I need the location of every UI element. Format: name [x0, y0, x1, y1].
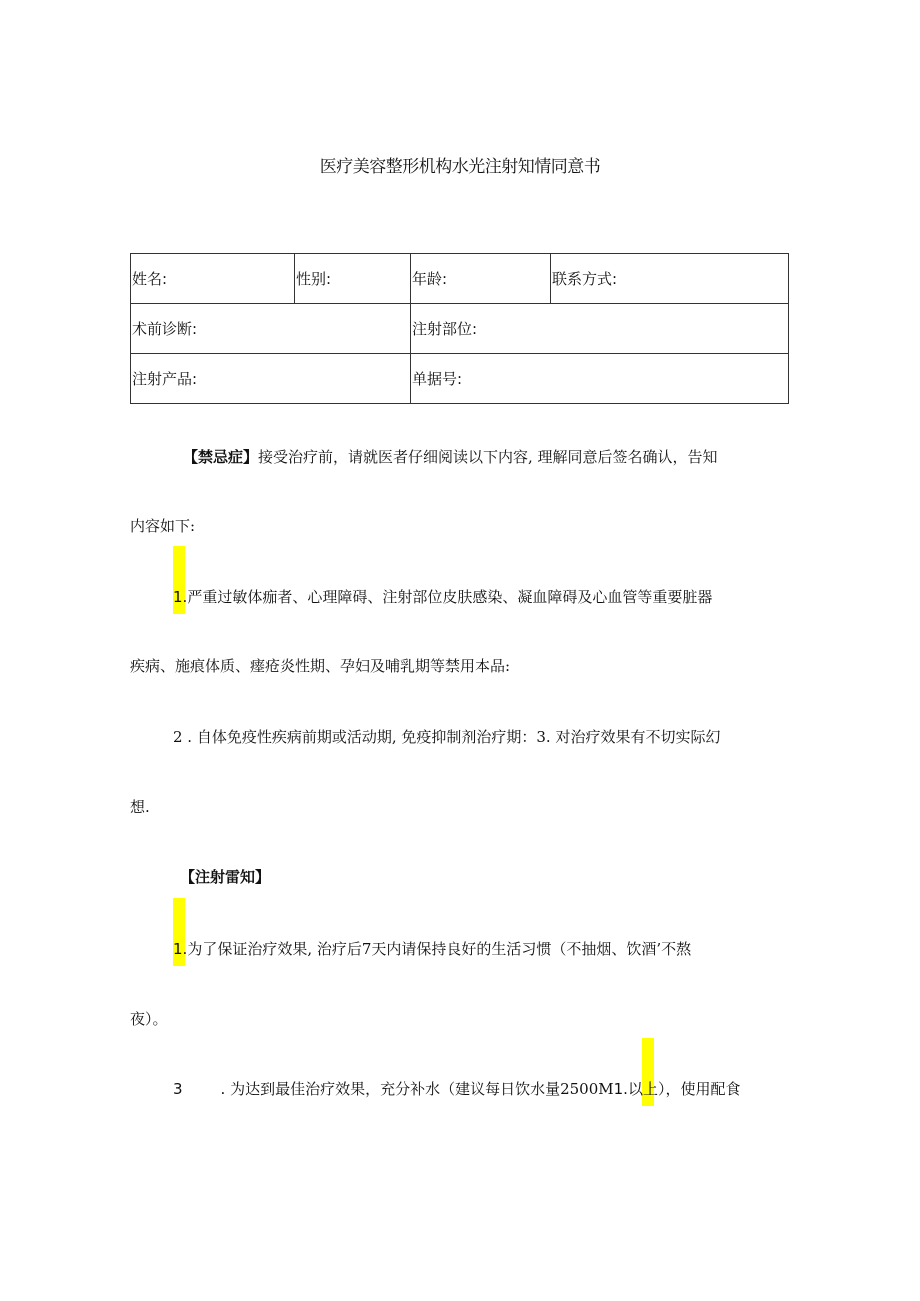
receipt-cell	[411, 354, 789, 404]
document-title: 医疗美容整形机构水光注射知情同意书	[319, 157, 601, 177]
contraindication-item-1-cont: 疾病、施痕体质、瘗疮炎性期、孕妇及哺乳期等禁用本品:	[130, 657, 511, 675]
item-text-cont: 以上），使用配食	[627, 1080, 741, 1098]
contraindication-item-1	[173, 586, 712, 607]
receipt-label: 单据号:	[412, 370, 463, 388]
contraindications-heading: 【禁忌症】	[183, 448, 259, 466]
diagnosis-label: 术前诊断:	[132, 320, 198, 338]
age-label: 年龄:	[412, 270, 448, 288]
site-label: 注射部位:	[412, 320, 478, 338]
item-text: . 为达到最佳治疗效果，充分补水（建议每日饮水量2500M	[220, 1080, 614, 1098]
item-number: 3	[173, 1080, 183, 1098]
product-cell	[131, 354, 411, 404]
table-row	[131, 354, 789, 404]
item-number: 1.	[173, 588, 188, 606]
name-cell	[131, 254, 295, 304]
contraindications-intro-cont: 内容如下:	[130, 517, 196, 535]
contraindications-intro: 接受治疗前，请就医者仔细阅读以下内容, 理解同意后签名确认，告知	[258, 448, 718, 466]
table-row	[131, 304, 789, 354]
notice-item-1	[173, 938, 691, 959]
highlighted-text: 1.	[613, 1080, 628, 1098]
item-text: 为了保证治疗效果, 治疗后7天内请保持良好的生活习惯（不抽烟、饮酒’不熬	[187, 940, 692, 958]
notice-item-3	[173, 1078, 740, 1099]
age-cell	[411, 254, 551, 304]
contraindication-item-2-cont: 想.	[130, 798, 150, 816]
contraindications-paragraph	[183, 446, 718, 467]
contraindication-item-2: 2 . 自体免疫性疾病前期或活动期, 免疫抑制剂治疗期：3. 对治疗效果有不切实际幻	[173, 728, 721, 746]
item-number: 1.	[173, 940, 188, 958]
name-label: 姓名:	[132, 270, 168, 288]
injection-notice-heading: 【注射雷知】	[180, 868, 271, 886]
table-row	[131, 254, 789, 304]
gender-cell	[295, 254, 411, 304]
diagnosis-cell	[131, 304, 411, 354]
patient-info-table	[130, 253, 789, 404]
gender-label: 性别:	[296, 270, 332, 288]
site-cell	[411, 304, 789, 354]
product-label: 注射产品:	[132, 370, 198, 388]
notice-item-1-cont: 夜）。	[130, 1010, 168, 1028]
item-text: 严重过敏体痂者、心理障碍、注射部位皮肤感染、凝血障碍及心血管等重要脏器	[187, 588, 713, 606]
contact-cell	[551, 254, 789, 304]
contact-label: 联系方式:	[552, 270, 618, 288]
